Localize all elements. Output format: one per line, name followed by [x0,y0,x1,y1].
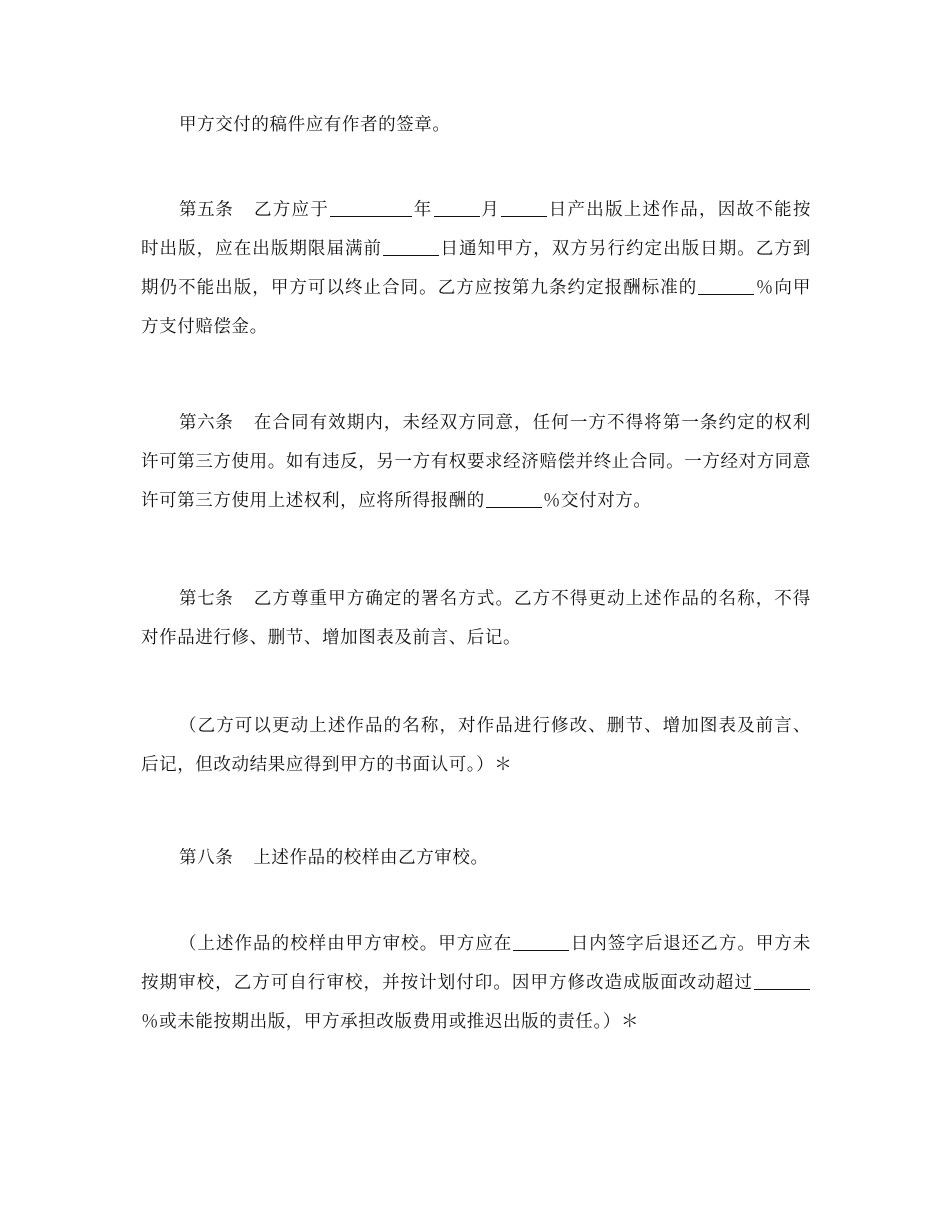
paragraph-text: 甲方交付的稿件应有作者的签章。 [179,115,451,135]
article-number: 第八条 [179,848,234,868]
paragraph-text: ％向甲方支付赔偿金。 [141,278,811,337]
paragraph-article-5 [141,191,811,347]
paragraph-article-7-alternative [141,707,811,785]
paragraph-text: 年 [413,200,433,220]
blank-month [434,198,480,217]
article-number: 第七条 [179,589,234,609]
paragraph-text: ％交付对方。 [542,491,652,511]
paragraph-text: （乙方可以更动上述作品的名称，对作品进行修改、删节、增加图表及前言、后记，但改动结果应得到甲方的书面认可。）＊ [141,716,811,775]
paragraph-text: 上述作品的校样由乙方审校。 [253,848,489,868]
paragraph-article-6 [141,404,811,521]
paragraph-text: （上述作品的校样由甲方审校。甲方应在 [179,934,513,954]
paragraph-text: 乙方应于 [253,200,330,220]
blank-year [330,198,412,217]
paragraph-article-7 [141,580,811,658]
blank-layout-change-percent [754,971,810,990]
paragraph-signature-requirement [141,106,811,145]
blank-day [501,198,547,217]
blank-compensation-percent [698,276,754,295]
paragraph-text: 日内签字后退还乙方。甲方未按期审校，乙方可自行审校，并按计划付印。因甲方修改造成版面改动超过 [141,934,811,993]
paragraph-article-8-alternative [141,925,811,1042]
blank-remuneration-percent [486,489,542,508]
paragraph-text: 日产出版上述作品，因故不能按时出版，应在出版期限届满前 [141,200,811,259]
paragraph-text: 乙方尊重甲方确定的署名方式。乙方不得更动上述作品的名称，不得对作品进行修、删节、增加图表及前言、后记。 [141,589,811,648]
paragraph-text: 日通知甲方，双方另行约定出版日期。乙方到期仍不能出版，甲方可以终止合同。乙方应按第九条约定报酬标准的 [141,239,811,298]
paragraph-text: 在合同有效期内，未经双方同意，任何一方不得将第一条约定的权利许可第三方使用。如有违反，另一方有权要求经济赔偿并终止合同。一方经对方同意许可第三方使用上述权利，应将所得报酬的 [141,413,811,511]
article-number: 第五条 [179,200,234,220]
paragraph-text: 月 [480,200,501,220]
article-number: 第六条 [179,413,234,433]
blank-notice-days [383,237,439,256]
paragraph-text: ％或未能按期出版，甲方承担改版费用或推迟出版的责任。）＊ [141,1012,640,1032]
paragraph-article-8 [141,839,811,878]
blank-review-days [513,932,569,951]
